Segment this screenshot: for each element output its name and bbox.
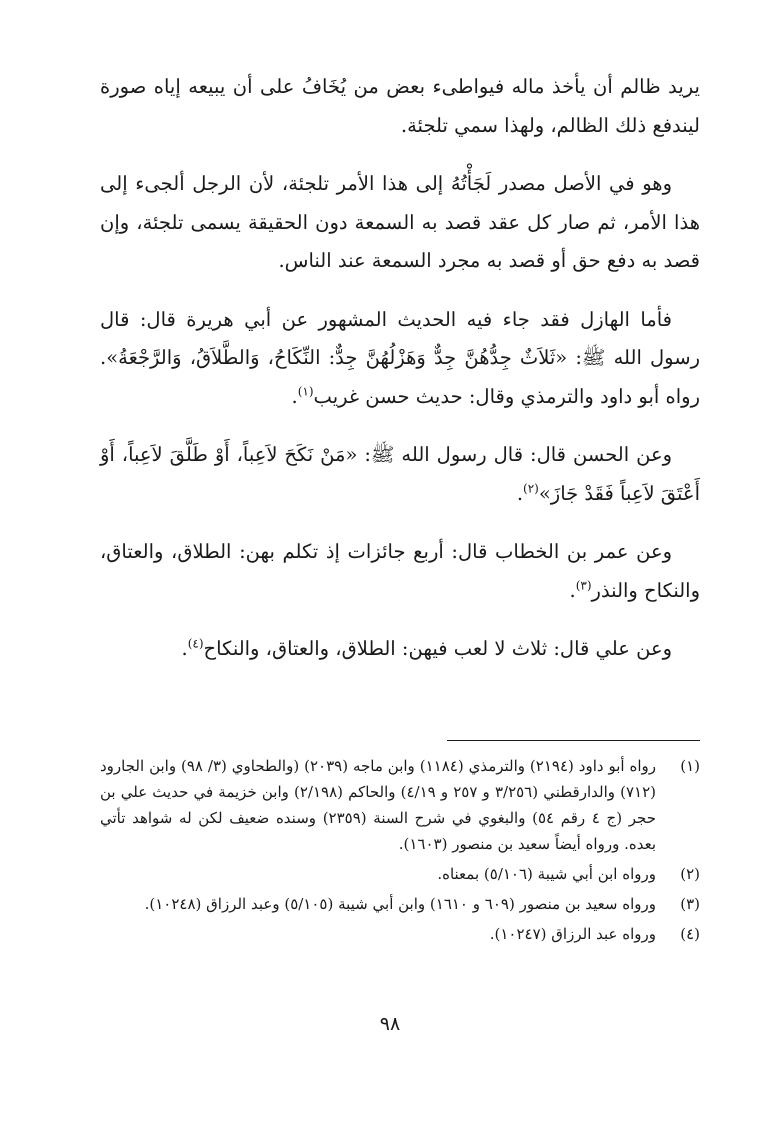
paragraph-2: وهو في الأصل مصدر لَجَأْتُهُ إلى هذا الأمر تلجئة، لأن الرجل ألجىء إلى هذا الأمر، ثم صار كل عقد قصد به السمعة دون الحقيقة يسمى تلجئة، وإن قصد به دفع حق أو قصد به مجرد السمعة عند الناس. bbox=[100, 172, 700, 272]
footnote-ref-4: (٤) bbox=[187, 636, 204, 651]
footnote-ref-1: (١) bbox=[297, 384, 314, 398]
paragraph-1: يريد ظالم أن يأخذ ماله فيواطىء بعض من يُخَافُ على أن يبيعه إياه صورة ليندفع ذلك الظالم، ولهذا سمي تلجئة. bbox=[100, 75, 700, 137]
paragraph-3-text: فأما الهازل فقد جاء فيه الحديث المشهور عن أبي هريرة قال: قال رسول الله ﷺ: «ثَلاَثٌ جِدُّهُنَّ جِدٌّ وَهَزْلُهُنَّ جِدٌّ: النِّكَاحُ، وَالطَّلاَقُ، وَالرَّجْعَةُ». رواه أبو داود والترمذي وقال: حديث حسن غريب bbox=[100, 307, 700, 408]
footnote-number: (٤) bbox=[680, 925, 700, 943]
paragraph-6-text: وعن علي قال: ثلاث لا لعب فيهن: الطلاق، والعتاق، والنكاح bbox=[203, 637, 672, 660]
paragraph-4: وعن الحسن قال: قال رسول الله ﷺ: «مَنْ نَكَحَ لاَعِباً، أَوْ طَلَّقَ لاَعِباً، أَوْ أَعْتَقَ لاَعِباً فَقَدْ جَازَ»$^{(٢)}$. bbox=[100, 443, 700, 505]
footnote-ref-3: (٣) bbox=[575, 578, 592, 592]
footnote-4 bbox=[100, 921, 700, 947]
footnote-number: (١) bbox=[680, 757, 700, 775]
footnote-text: ورواه ابن أبي شيبة (٥/١٠٦) بمعناه. bbox=[437, 865, 656, 883]
footnote-divider bbox=[447, 740, 700, 741]
footnote-3 bbox=[100, 891, 700, 917]
paragraph-4-text: وعن الحسن قال: قال رسول الله ﷺ: «مَنْ نَكَحَ لاَعِباً، أَوْ طَلَّقَ لاَعِباً، أَوْ أَعْتَقَ لاَعِباً فَقَدْ جَازَ» bbox=[100, 443, 700, 505]
footnote-2 bbox=[100, 861, 700, 887]
paragraph-5-text: وعن عمر بن الخطاب قال: أربع جائزات إذ تكلم بهن: الطلاق، والعتاق، والنكاح والنذر bbox=[100, 540, 700, 602]
page-number: ٩٨ bbox=[379, 1013, 401, 1035]
footnote-text: ورواه عبد الرزاق (١٠٢٤٧). bbox=[489, 925, 656, 943]
footnote-number: (٢) bbox=[680, 865, 700, 883]
footnote-text: رواه أبو داود (٢١٩٤) والترمذي (١١٨٤) وابن ماجه (٢٠٣٩) (والطحاوي (٣/ ٩٨) وابن الجارود (٧١٢) والدارقطني (٣/٢٥٦ و ٢٥٧ و ٤/١٩) والحاكم (٢/١٩٨) وابن خزيمة في حديث علي بن حجر (ج ٤ رقم ٥٤) والبغوي في شرح السنة (٢٣٥٩) وسنده ضعيف لكن له شواهد تأتي بعده. ورواه أيضاً سعيد بن منصور (١٦٠٣). bbox=[100, 757, 657, 853]
footnote-1 bbox=[100, 753, 700, 857]
footnote-ref-2: (٢) bbox=[523, 481, 539, 495]
paragraph-6: وعن علي قال: ثلاث لا لعب فيهن: الطلاق، والعتاق، والنكاح$^{(٤)}$. bbox=[181, 636, 672, 660]
footnotes bbox=[100, 753, 700, 951]
footnote-number: (٣) bbox=[680, 895, 700, 913]
footnote-text: ورواه سعيد بن منصور (٦٠٩ و ١٦١٠) وابن أبي شيبة (٥/١٠٥) وعبد الرزاق (١٠٢٤٨). bbox=[144, 895, 656, 913]
paragraph-3: فأما الهازل فقد جاء فيه الحديث المشهور عن أبي هريرة قال: قال رسول الله ﷺ: «ثَلاَثٌ جِدُّهُنَّ جِدٌّ وَهَزْلُهُنَّ جِدٌّ: النِّكَاحُ، وَالطَّلاَقُ، وَالرَّجْعَةُ». رواه أبو داود والترمذي وقال: حديث حسن غريب$^{(١)}$. bbox=[100, 307, 700, 408]
main-text bbox=[100, 68, 700, 689]
paragraph-5: وعن عمر بن الخطاب قال: أربع جائزات إذ تكلم بهن: الطلاق، والعتاق، والنكاح والنذر$^{(٣)}$. bbox=[100, 540, 700, 602]
